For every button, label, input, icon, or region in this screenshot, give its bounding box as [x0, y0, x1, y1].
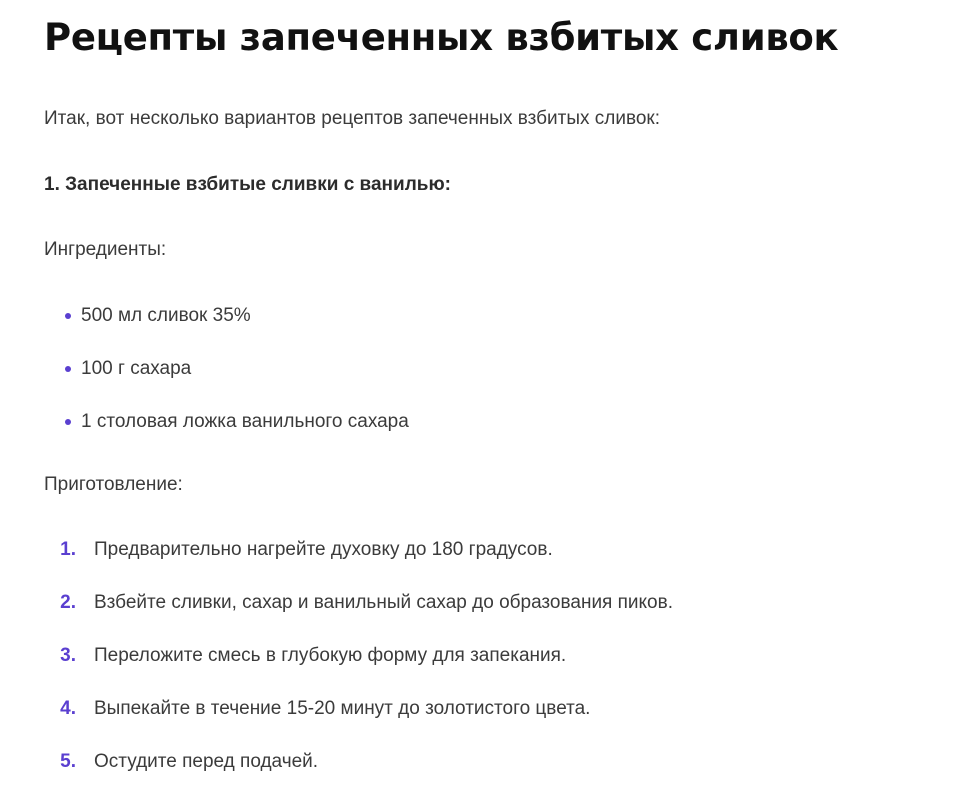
page-title: Рецепты запеченных взбитых сливок [44, 16, 839, 59]
ingredient-item [44, 356, 942, 382]
step-text: Переложите смесь в глубокую форму для запекания. [94, 645, 567, 666]
ingredients-label: Ингредиенты: [44, 239, 167, 260]
step-number: 4. [60, 698, 76, 719]
ingredient-text: 1 столовая ложка ванильного сахара [81, 411, 409, 432]
bullet-icon [65, 366, 71, 372]
step-text: Взбейте сливки, сахар и ванильный сахар до образования пиков. [94, 592, 673, 613]
ingredient-text: 100 г сахара [81, 358, 192, 379]
ingredient-item [44, 409, 942, 435]
step-number: 3. [60, 645, 76, 666]
ingredient-item [44, 303, 942, 329]
step-item [44, 643, 942, 669]
bullet-icon [65, 313, 71, 319]
step-number: 1. [60, 539, 76, 560]
steps-list [44, 537, 942, 775]
step-number: 5. [60, 751, 76, 772]
bullet-icon [65, 419, 71, 425]
ingredients-list [44, 303, 942, 435]
step-item [44, 749, 942, 775]
step-item [44, 590, 942, 616]
step-text: Остудите перед подачей. [94, 751, 319, 772]
step-item [44, 537, 942, 563]
step-item [44, 696, 942, 722]
step-number: 2. [60, 592, 76, 613]
intro-paragraph: Итак, вот несколько вариантов рецептов запеченных взбитых сливок: [44, 108, 661, 129]
ingredient-text: 500 мл сливок 35% [81, 305, 251, 326]
step-text: Выпекайте в течение 15-20 минут до золотистого цвета. [94, 698, 591, 719]
preparation-label: Приготовление: [44, 474, 183, 495]
recipe-heading: 1. Запеченные взбитые сливки с ванилью: [44, 174, 451, 195]
step-text: Предварительно нагрейте духовку до 180 градусов. [94, 539, 553, 560]
